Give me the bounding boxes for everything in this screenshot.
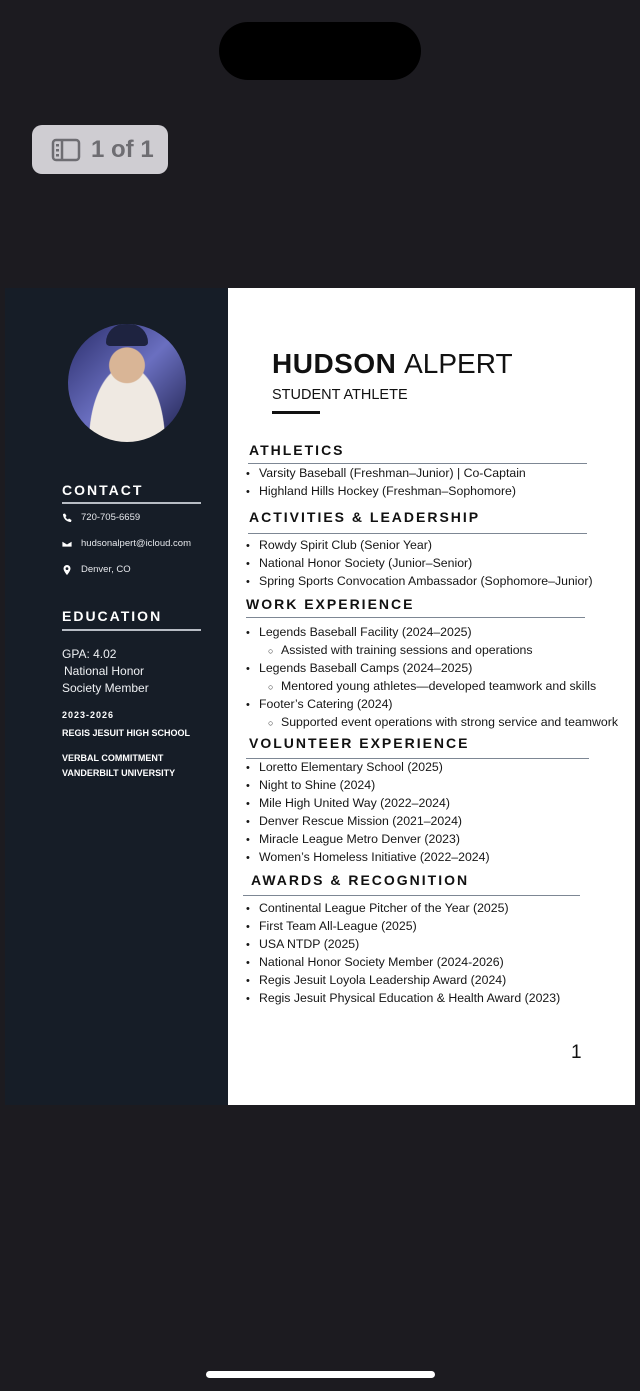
divider <box>243 895 580 896</box>
profile-photo <box>68 324 186 442</box>
list-item: • Mile High United Way (2022–2024) <box>246 795 490 813</box>
page-number: 1 <box>571 1042 582 1063</box>
activities-heading: ACTIVITIES & LEADERSHIP <box>249 509 481 525</box>
awards-list <box>246 900 560 1008</box>
list-item: • USA NTDP (2025) <box>246 936 560 954</box>
phone-row <box>62 512 140 523</box>
list-item: • Regis Jesuit Loyola Leadership Award (2024) <box>246 972 560 990</box>
phone-icon <box>62 513 72 523</box>
page-indicator-button[interactable] <box>32 125 168 174</box>
list-item: • Regis Jesuit Physical Education & Health Award (2023) <box>246 990 560 1008</box>
email-row <box>62 538 191 549</box>
awards-heading: AWARDS & RECOGNITION <box>251 872 470 888</box>
work-list <box>246 624 618 732</box>
list-item: • First Team All-League (2025) <box>246 918 560 936</box>
list-item: • Denver Rescue Mission (2021–2024) <box>246 813 490 831</box>
education-heading: EDUCATION <box>62 608 163 624</box>
list-item: • Footer’s Catering (2024) <box>246 696 618 714</box>
list-item: • Miracle League Metro Denver (2023) <box>246 831 490 849</box>
list-item: • National Honor Society Member (2024-2026) <box>246 954 560 972</box>
list-item: • Night to Shine (2024) <box>246 777 490 795</box>
volunteer-list <box>246 759 490 867</box>
list-item: • Spring Sports Convocation Ambassador (Sophomore–Junior) <box>246 573 593 591</box>
sub-list-item: ○ Supported event operations with strong service and teamwork <box>246 714 618 732</box>
sidebar-icon <box>51 138 81 162</box>
contact-heading: CONTACT <box>62 482 144 498</box>
sidebar <box>5 288 228 1105</box>
divider <box>248 533 587 534</box>
commitment-line2: VANDERBILT UNIVERSITY <box>62 768 176 778</box>
athletics-list <box>246 465 526 501</box>
school-name: REGIS JESUIT HIGH SCHOOL <box>62 728 191 738</box>
divider <box>62 502 201 504</box>
divider <box>246 617 585 618</box>
page-indicator-text: 1 of 1 <box>91 135 154 163</box>
school-years: 2023-2026 <box>62 710 115 720</box>
email: hudsonalpert@icloud.com <box>81 538 191 549</box>
home-indicator[interactable] <box>206 1371 435 1378</box>
volunteer-heading: VOLUNTEER EXPERIENCE <box>249 735 470 751</box>
honor-line1: National Honor <box>64 664 145 678</box>
commitment-line1: VERBAL COMMITMENT <box>62 753 164 763</box>
divider <box>248 463 587 464</box>
list-item: • Legends Baseball Camps (2024–2025) <box>246 660 618 678</box>
location-pin-icon <box>62 565 72 575</box>
sub-list-item: ○ Assisted with training sessions and operations <box>246 642 618 660</box>
title-rule <box>272 411 320 414</box>
honor-line2: Society Member <box>62 681 149 695</box>
activities-list <box>246 537 593 591</box>
divider <box>62 629 201 631</box>
list-item: • Loretto Elementary School (2025) <box>246 759 490 777</box>
role-title: STUDENT ATHLETE <box>272 387 408 403</box>
list-item: • Highland Hills Hockey (Freshman–Sophomore) <box>246 483 526 501</box>
list-item: • National Honor Society (Junior–Senior) <box>246 555 593 573</box>
location: Denver, CO <box>81 564 131 575</box>
full-name: HUDSON ALPERT <box>272 348 513 379</box>
dynamic-island <box>219 22 421 80</box>
gpa: GPA: 4.02 <box>62 647 117 661</box>
sub-list-item: ○ Mentored young athletes—developed teamwork and skills <box>246 678 618 696</box>
list-item: • Rowdy Spirit Club (Senior Year) <box>246 537 593 555</box>
list-item: • Continental League Pitcher of the Year (2025) <box>246 900 560 918</box>
list-item: • Legends Baseball Facility (2024–2025) <box>246 624 618 642</box>
list-item: • Women’s Homeless Initiative (2022–2024) <box>246 849 490 867</box>
phone: 720-705-6659 <box>81 512 141 523</box>
list-item: • Varsity Baseball (Freshman–Junior) | Co-Captain <box>246 465 526 483</box>
location-row <box>62 564 131 575</box>
athletics-heading: ATHLETICS <box>249 442 345 458</box>
resume-page <box>5 288 635 1105</box>
work-heading: WORK EXPERIENCE <box>246 596 415 612</box>
email-icon <box>62 539 72 549</box>
